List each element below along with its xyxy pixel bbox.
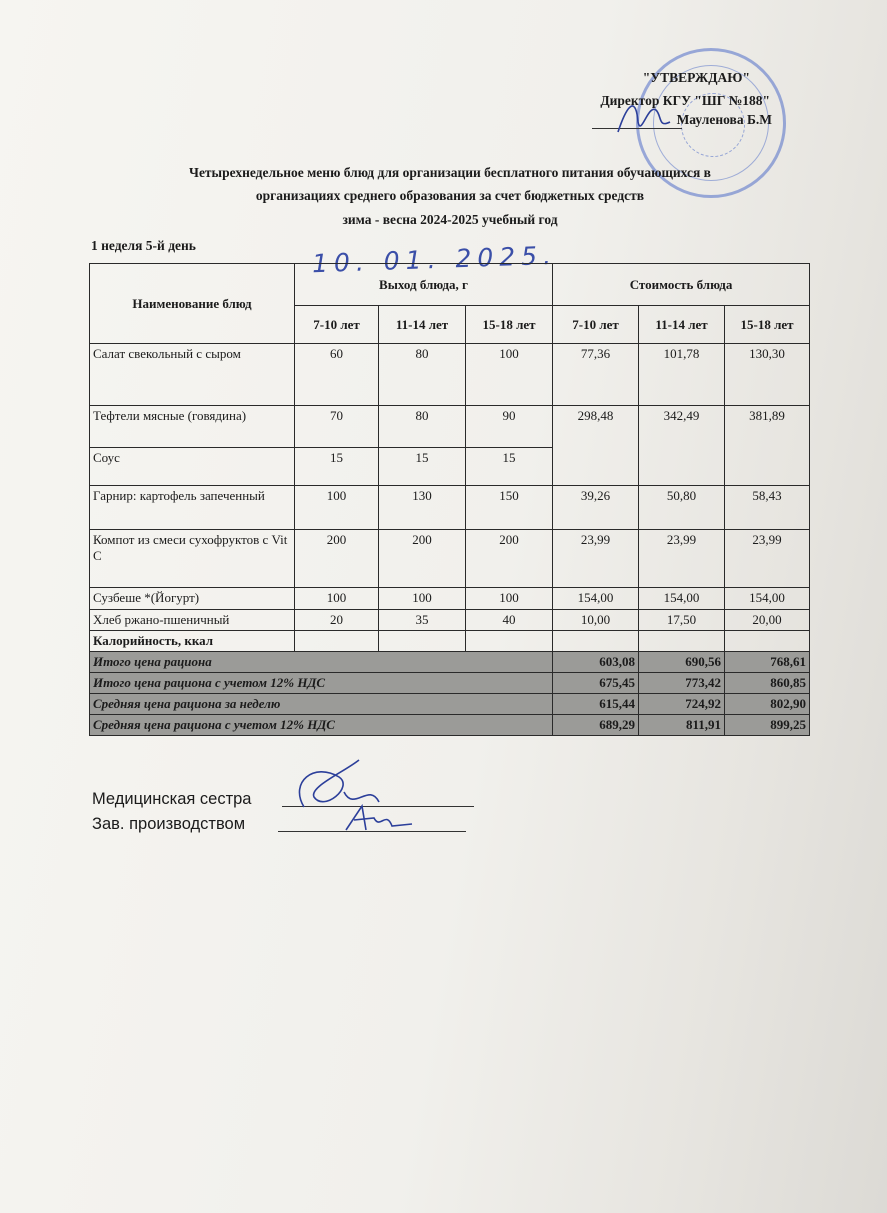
cost-cell: 50,80 <box>639 486 725 530</box>
total-value: 899,25 <box>725 715 810 736</box>
table-row <box>90 486 810 530</box>
total-value: 603,08 <box>553 652 639 673</box>
cost-cell: 101,78 <box>639 344 725 406</box>
dish-name: Компот из смеси сухофруктов с Vit C <box>90 530 295 588</box>
yield-cell: 15 <box>466 448 553 486</box>
total-label: Итого цена рациона <box>90 652 553 673</box>
empty-cell <box>725 631 810 652</box>
cost-cell: 39,26 <box>553 486 639 530</box>
document-title-line2: организациях среднего образования за счет бюджетных средств <box>255 188 645 203</box>
cost-cell: 130,30 <box>725 344 810 406</box>
yield-cell: 35 <box>379 610 466 631</box>
empty-cell <box>466 631 553 652</box>
menu-table <box>89 263 810 736</box>
yield-cell: 90 <box>466 406 553 448</box>
cost-cell: 154,00 <box>553 588 639 610</box>
yield-cell: 60 <box>295 344 379 406</box>
dish-name: Сузбеше *(Йогурт) <box>90 588 295 610</box>
table-row <box>90 530 810 588</box>
yield-cell: 100 <box>466 344 553 406</box>
total-value: 615,44 <box>553 694 639 715</box>
cost-cell: 58,43 <box>725 486 810 530</box>
cost-cell: 23,99 <box>639 530 725 588</box>
total-label: Средняя цена рациона с учетом 12% НДС <box>90 715 553 736</box>
cost-cell: 23,99 <box>553 530 639 588</box>
header-cost-age: 7-10 лет <box>553 306 639 344</box>
header-cost-age: 11-14 лет <box>639 306 725 344</box>
dish-name: Соус <box>90 448 295 486</box>
total-value: 860,85 <box>725 673 810 694</box>
header-yield-age: 7-10 лет <box>295 306 379 344</box>
yield-cell: 100 <box>295 588 379 610</box>
production-signature <box>340 800 420 840</box>
cost-cell: 77,36 <box>553 344 639 406</box>
dish-name: Гарнир: картофель запеченный <box>90 486 295 530</box>
total-row <box>90 652 810 673</box>
total-row <box>90 694 810 715</box>
yield-cell: 40 <box>466 610 553 631</box>
yield-cell: 80 <box>379 344 466 406</box>
yield-cell: 15 <box>379 448 466 486</box>
table-row <box>90 610 810 631</box>
yield-cell: 20 <box>295 610 379 631</box>
calories-label: Калорийность, ккал <box>90 631 295 652</box>
yield-cell: 80 <box>379 406 466 448</box>
cost-cell: 298,48 <box>553 406 639 486</box>
header-yield-age: 11-14 лет <box>379 306 466 344</box>
yield-cell: 130 <box>379 486 466 530</box>
cost-cell: 342,49 <box>639 406 725 486</box>
total-value: 811,91 <box>639 715 725 736</box>
handwritten-date: 10. 01. 2025. <box>311 240 558 279</box>
document-title-line3: зима - весна 2024-2025 учебный год <box>342 212 558 227</box>
total-value: 675,45 <box>553 673 639 694</box>
yield-cell: 150 <box>466 486 553 530</box>
total-value: 724,92 <box>639 694 725 715</box>
header-row-groups <box>90 264 810 306</box>
dish-name: Хлеб ржано-пшеничный <box>90 610 295 631</box>
director-signature <box>608 92 678 140</box>
empty-cell <box>379 631 466 652</box>
header-cost-group: Стоимость блюда <box>553 264 810 306</box>
yield-cell: 70 <box>295 406 379 448</box>
approval-heading: "УТВЕРЖДАЮ" <box>642 70 750 85</box>
cost-cell: 20,00 <box>725 610 810 631</box>
nurse-label: Медицинская сестра <box>92 790 252 808</box>
total-value: 768,61 <box>725 652 810 673</box>
total-value: 689,29 <box>553 715 639 736</box>
calories-row <box>90 631 810 652</box>
total-row <box>90 715 810 736</box>
yield-cell: 15 <box>295 448 379 486</box>
header-cost-age: 15-18 лет <box>725 306 810 344</box>
yield-cell: 200 <box>295 530 379 588</box>
empty-cell <box>553 631 639 652</box>
total-value: 690,56 <box>639 652 725 673</box>
total-value: 773,42 <box>639 673 725 694</box>
dish-name: Салат свекольный с сыром <box>90 344 295 406</box>
dish-name: Тефтели мясные (говядина) <box>90 406 295 448</box>
header-yield-age: 15-18 лет <box>466 306 553 344</box>
approval-position: Директор КГУ "ШГ №188" <box>600 93 770 108</box>
week-day-label: 1 неделя 5-й день <box>91 238 196 253</box>
yield-cell: 100 <box>466 588 553 610</box>
total-label: Итого цена рациона с учетом 12% НДС <box>90 673 553 694</box>
empty-cell <box>295 631 379 652</box>
cost-cell: 154,00 <box>725 588 810 610</box>
yield-cell: 100 <box>295 486 379 530</box>
total-value: 802,90 <box>725 694 810 715</box>
yield-cell: 200 <box>466 530 553 588</box>
document-title-line1: Четырехнедельное меню блюд для организации бесплатного питания обучающихся в <box>189 165 711 180</box>
header-dish-name: Наименование блюд <box>90 264 295 344</box>
empty-cell <box>639 631 725 652</box>
production-label: Зав. производством <box>92 815 246 833</box>
cost-cell: 381,89 <box>725 406 810 486</box>
table-row <box>90 588 810 610</box>
cost-cell: 23,99 <box>725 530 810 588</box>
total-label: Средняя цена рациона за неделю <box>90 694 553 715</box>
cost-cell: 154,00 <box>639 588 725 610</box>
header-yield-group: Выход блюда, г <box>295 264 553 306</box>
yield-cell: 100 <box>379 588 466 610</box>
yield-cell: 200 <box>379 530 466 588</box>
total-row <box>90 673 810 694</box>
approval-name: Мауленова Б.М <box>676 112 772 127</box>
cost-cell: 10,00 <box>553 610 639 631</box>
table-row <box>90 406 810 448</box>
cost-cell: 17,50 <box>639 610 725 631</box>
table-row <box>90 344 810 406</box>
